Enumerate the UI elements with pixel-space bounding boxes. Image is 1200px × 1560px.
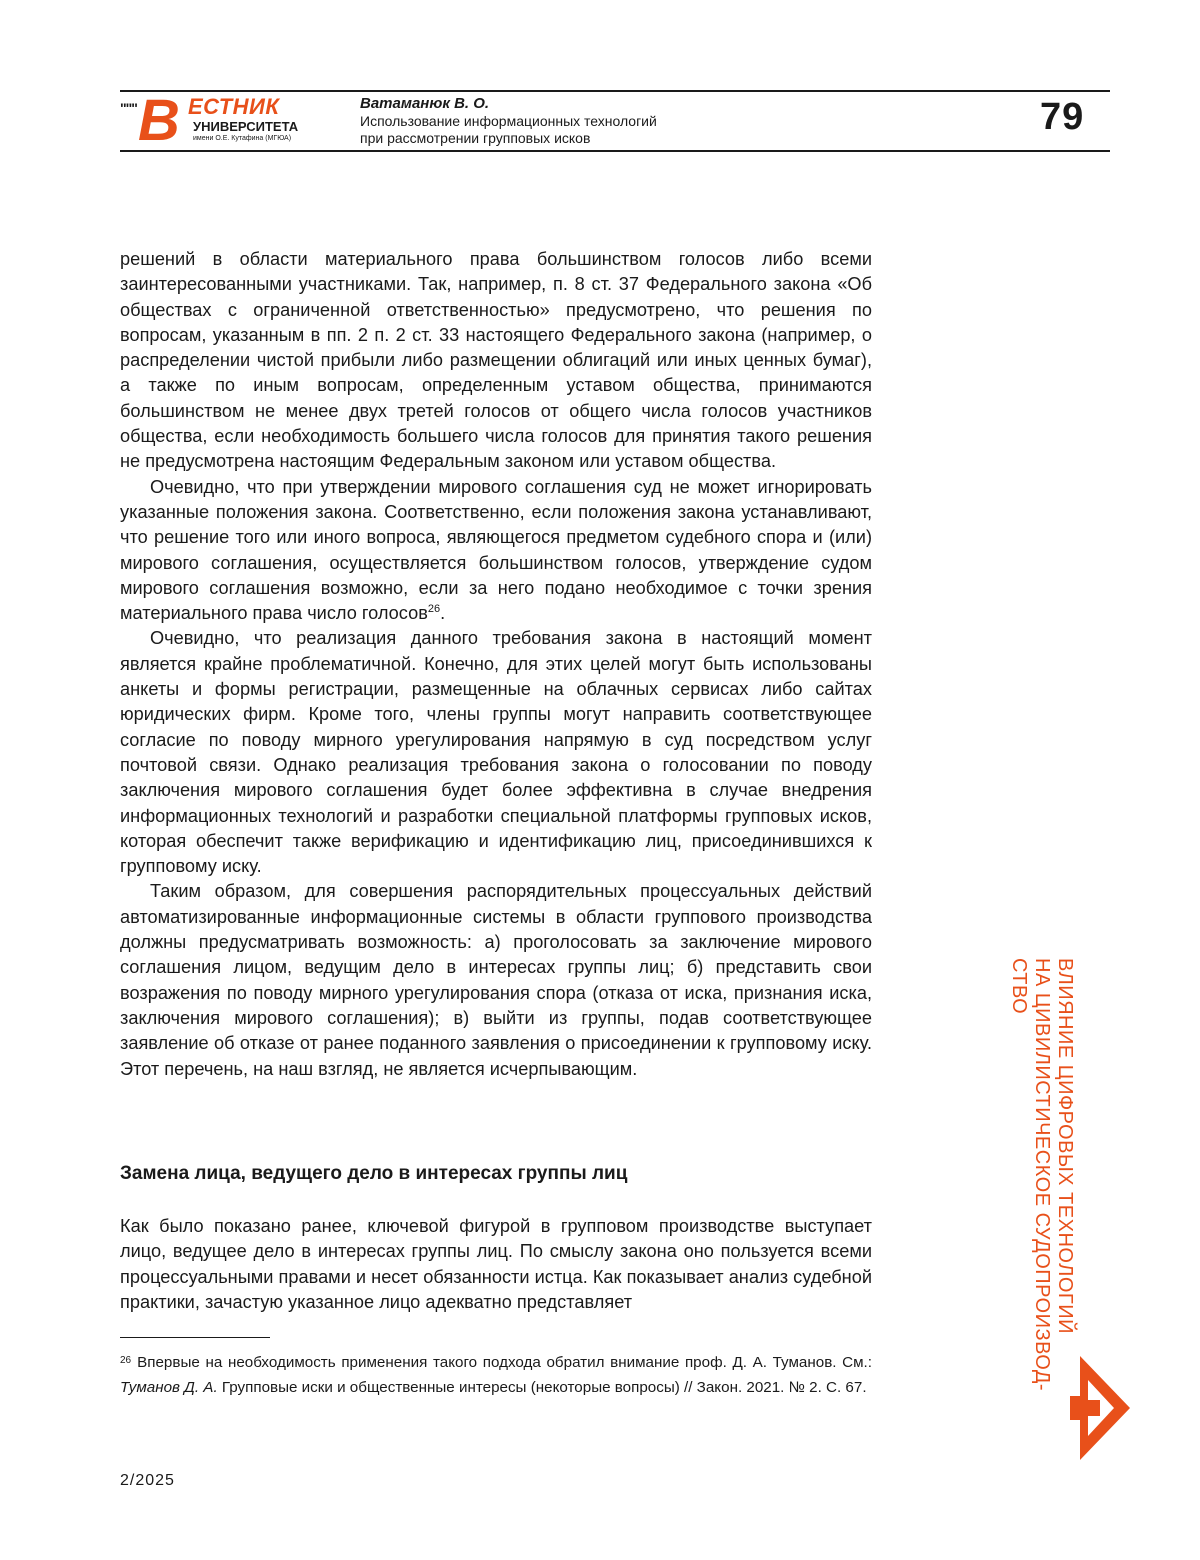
paragraph: Как было показано ранее, ключевой фигурой в групповом производстве выступает лицо, ведущее дело в интересах группы лиц. По смыслу закона оно пользуется всеми процессуальными правами и несет обязанности истца. Как показывает анализ судебной практики, зачастую указанное лицо адекватно представляет [120,1214,872,1315]
section-body [120,1214,872,1315]
side-rubric-line: ВЛИЯНИЕ ЦИФРОВЫХ ТЕХНОЛОГИЙ [1053,958,1076,1420]
running-head-author: Ватаманюк В. О. [360,95,489,112]
running-head-title [360,113,880,147]
paragraph: Очевидно, что при утверждении мирового соглашения суд не может игнорировать указанные положения закона. Соответственно, если положения закона устанавливают, что решение того или иного вопроса, являющегося предметом судебного спора и (или) мирового соглашения, осуществляется большинством голосов, утверждение судом мирового соглашения возможно, если за него подано необходимое с точки зрения материального права число голосов26. [120,475,872,627]
logo-marks: """ [120,100,137,116]
logo-university: УНИВЕРСИТЕТА [193,120,298,134]
page-number: 79 [1040,96,1084,139]
section-heading: Замена лица, ведущего дело в интересах группы лиц [120,1163,627,1185]
logo-letter: В [138,92,178,150]
header-bottom-rule [120,150,1110,152]
side-rubric-line: СТВО [1007,958,1030,1420]
footnote-number: 26 [120,1355,131,1366]
paragraph-text: Очевидно, что при утверждении мирового соглашения суд не может игнорировать указанные положения закона. Соответственно, если положения закона устанавливают, что решение того или иного вопроса, являющегося предметом судебного спора и (или) мирового соглашения, осуществляется большинством голосов, утверждение судом мирового соглашения возможно, если за него подано необходимое с точки зрения материального права число голосов [120,477,872,623]
footnote-text: Групповые иски и общественные интересы (некоторые вопросы) // Закон. 2021. № 2. С. 67. [218,1379,867,1396]
side-rubric [1014,958,1076,1420]
logo-vestnik: ЕСТНИК [188,96,279,118]
side-rubric-line: НА ЦИВИЛИСТИЧЕСКОЕ СУДОПРОИЗВОД- [1030,958,1053,1420]
paragraph: Таким образом, для совершения распорядительных процессуальных действий автоматизированные информационные системы в области группового производства должны предусматривать возможность: а) проголосовать за заключение мирового соглашения лицом, ведущим дело в интересах группы лиц; б) представить свои возражения по поводу мирного урегулирования спора (отказа от иска, признания иска, заключения мирового соглашения); в) выйти из группы, подав соответствующее заявление об отказе от ранее поданного заявления о присоединении к групповому иску. Этот перечень, на наш взгляд, не является исчерпывающим. [120,879,872,1081]
issue-number: 2/2025 [120,1472,175,1490]
footnote-separator [120,1337,270,1338]
side-rubric-text [1014,958,1076,1420]
footnote-cited-author: Туманов Д. А. [120,1379,218,1396]
footnote-reference[interactable]: 26 [428,603,440,615]
footnote [120,1350,872,1400]
article-body [120,247,872,1082]
paragraph: решений в области материального права большинством голосов либо всеми заинтересованными участниками. Так, например, п. 8 ст. 37 Федерального закона «Об обществах с ограниченной ответственностью» предусмотрено, что решения по вопросам, указанным в пп. 2 п. 2 ст. 33 настоящего Федерального закона (например, о распределении чистой прибыли либо размещении облигаций или иных ценных бумаг), а также по иным вопросам, определенным уставом общества, принимаются большинством не менее двух третей голосов от общего числа голосов участников общества, если необходимость большего числа голосов для принятия такого решения не предусмотрена настоящим Федеральным законом или уставом общества. [120,247,872,475]
logo-named-after: имени О.Е. Кутафина (МГЮА) [193,135,291,143]
footnote-text: Впервые на необходимость применения такого подхода обратил внимание проф. Д. А. Туманов. См.: [137,1354,872,1371]
running-head-title-line: Использование информационных технологий [360,113,880,130]
paragraph: Очевидно, что реализация данного требования закона в настоящий момент является крайне проблематичной. Конечно, для этих целей могут быть использованы анкеты и формы регистрации, размещенные на облачных сервисах либо сайтах юридических фирм. Кроме того, члены группы могут направить соответствующее согласие по поводу мирного урегулирования напрямую в суд посредством услуг почтовой связи. Однако реализация требования закона о голосовании по поводу заключения мирового соглашения будет более эффективна в случае внедрения информационных технологий и разработки специальной платформы групповых исков, которая обеспечит также верификацию и идентификацию лиц, присоединившихся к групповому иску. [120,626,872,879]
journal-logo [118,92,328,148]
running-head-title-line: при рассмотрении групповых исков [360,130,880,147]
side-arrow-icon [1070,1356,1130,1460]
